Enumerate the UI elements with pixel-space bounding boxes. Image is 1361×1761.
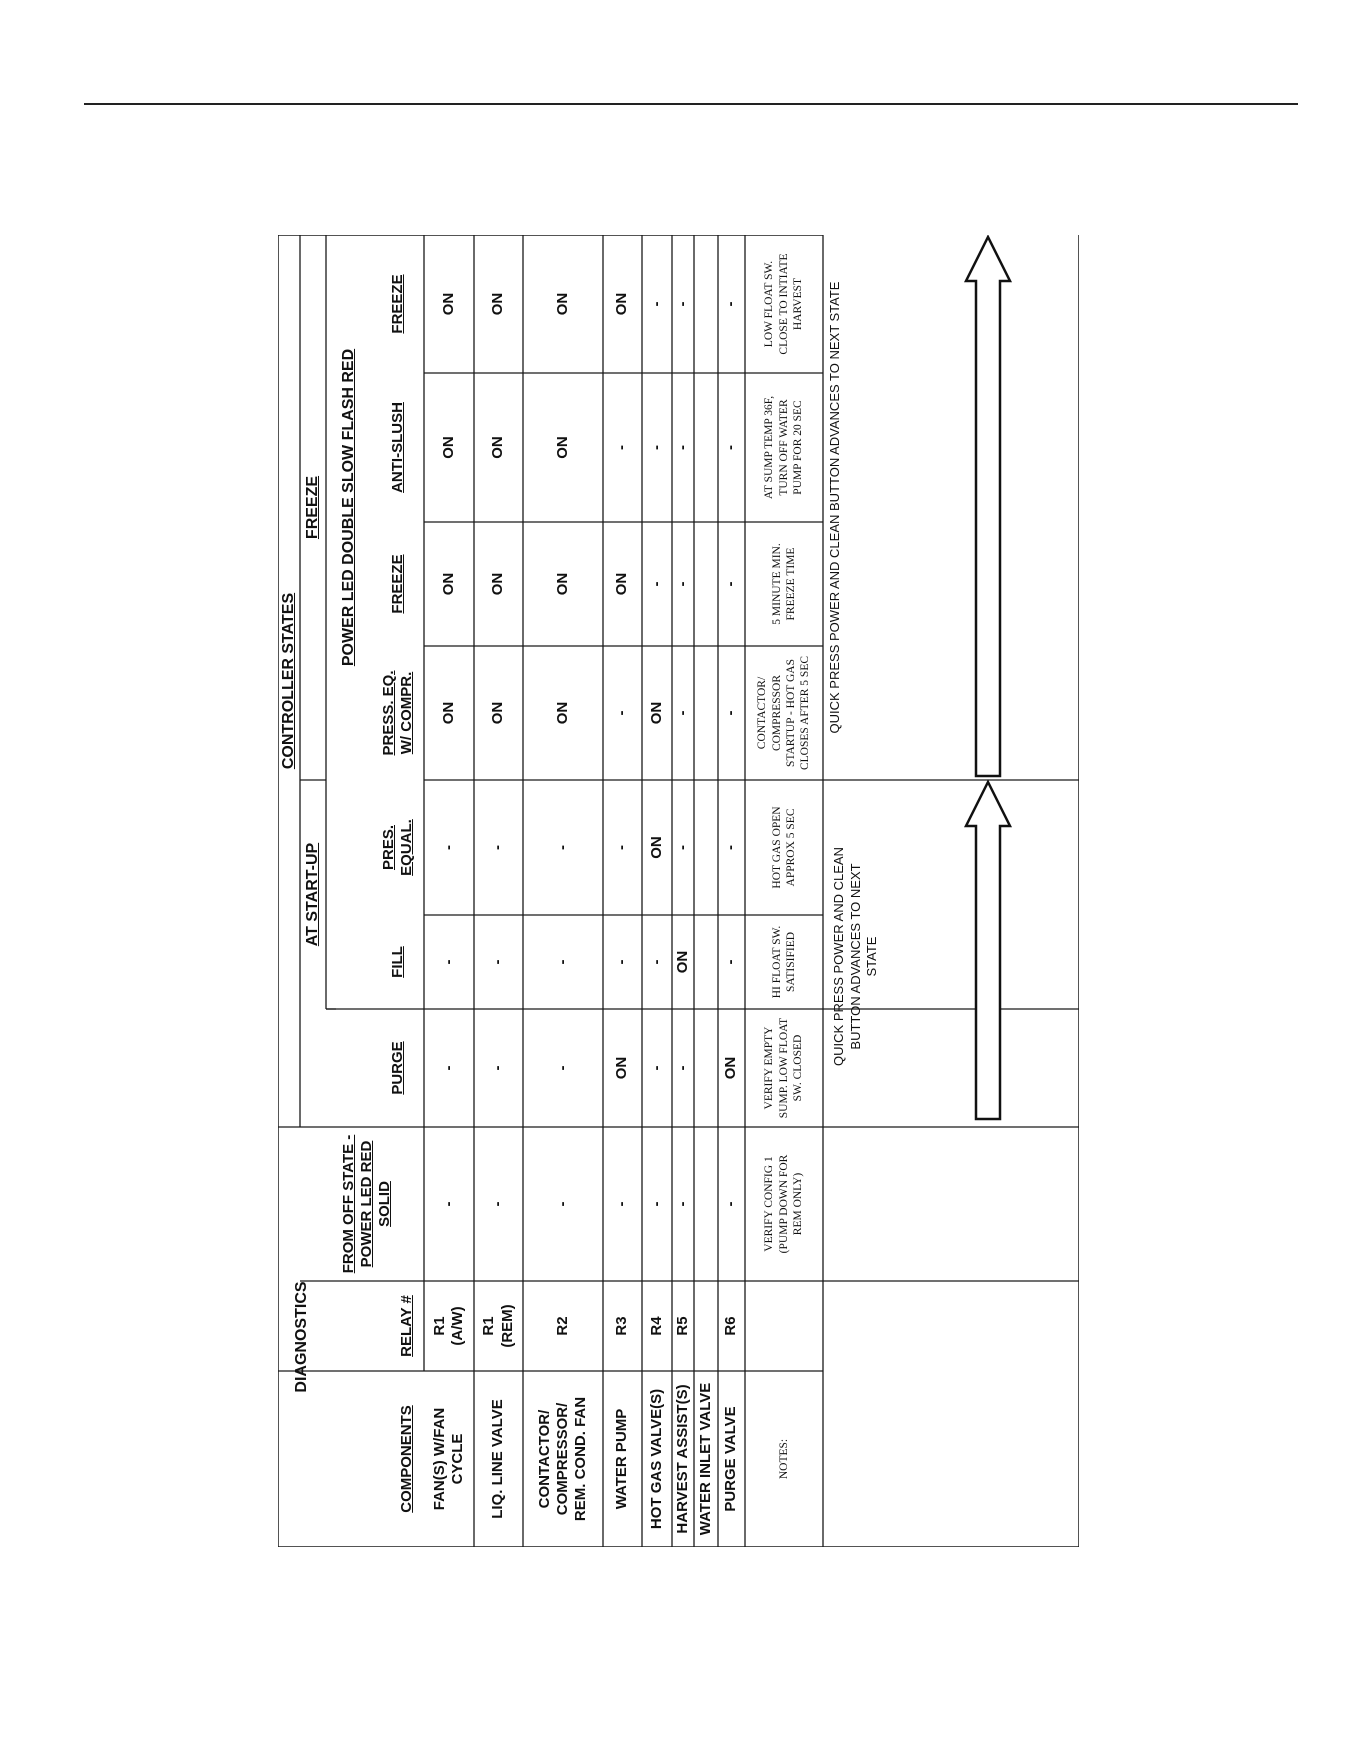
state-value: -: [722, 959, 740, 965]
state-value: ON: [722, 1056, 740, 1080]
note-text-6: 5 MINUTE MIN. FREEZE TIME: [770, 543, 797, 625]
arrow-freeze: [966, 237, 1010, 776]
component-label: CONTACTOR/ COMPRESSOR/ REM. COND. FAN: [535, 1396, 590, 1522]
note-text-4: HOT GAS OPEN APPROX 5 SEC: [770, 806, 797, 889]
diagnostics-table: [278, 235, 1079, 1547]
relay-label: R1 (A/W): [430, 1306, 466, 1346]
state-value: -: [722, 1201, 740, 1207]
diagnostics-title: DIAGNOSTICS: [293, 1281, 311, 1393]
state-value: -: [489, 959, 507, 965]
state-value: ON: [553, 701, 571, 725]
component-label: HOT GAS VALVE(S): [647, 1388, 665, 1530]
state-value: -: [722, 301, 740, 307]
note-text-8: LOW FLOAT SW. CLOSE TO INTIATE HARVEST: [763, 253, 805, 355]
state-value: ON: [489, 436, 507, 459]
state-value: -: [613, 959, 631, 965]
notes-label: NOTES:: [777, 1438, 790, 1480]
relay-label: R3: [613, 1316, 631, 1336]
relay-header: RELAY #: [397, 1295, 415, 1357]
state-header-8: FREEZE: [388, 274, 406, 334]
state-value: -: [647, 581, 665, 587]
state-value: ON: [553, 292, 571, 316]
state-header-5: PRESS. EQ. W/ COMPR.: [379, 670, 415, 756]
state-value: -: [673, 845, 691, 850]
state-value: -: [489, 845, 507, 850]
state-value: ON: [553, 436, 571, 459]
state-value: ON: [489, 572, 507, 596]
state-value: -: [553, 959, 571, 965]
state-value: -: [553, 1201, 571, 1207]
note-text-5: CONTACTOR/ COMPRESSOR STARTUP - HOT GAS CLOSES AFTER 5 SEC: [756, 655, 812, 771]
state-value: -: [673, 1065, 691, 1071]
state-value: ON: [673, 950, 691, 974]
controller-states-title: CONTROLLER STATES: [280, 592, 298, 770]
state-value: -: [489, 1065, 507, 1071]
state-value: ON: [439, 701, 457, 725]
note-text-7: AT SUMP TEMP 36F, TURN OFF WATER PUMP FOR 20 SEC: [763, 395, 805, 500]
state-value: -: [439, 1201, 457, 1207]
state-value: ON: [647, 836, 665, 859]
state-value: -: [647, 959, 665, 965]
state-header-2: PURGE: [388, 1041, 406, 1095]
state-value: ON: [489, 701, 507, 725]
state-value: ON: [613, 572, 631, 596]
state-value: ON: [613, 292, 631, 316]
group-startup: AT START-UP: [304, 842, 322, 947]
relay-label: R1 (REM): [480, 1304, 516, 1348]
state-value: -: [647, 1201, 665, 1207]
state-header-3: FILL: [388, 946, 406, 978]
relay-label: R6: [722, 1316, 740, 1336]
instruction-freeze: QUICK PRESS POWER AND CLEAN BUTTON ADVANCES TO NEXT STATE: [826, 281, 842, 734]
state-value: ON: [553, 572, 571, 596]
component-label: WATER PUMP: [613, 1408, 631, 1510]
state-value: -: [673, 301, 691, 307]
component-label: FAN(S) W/FAN CYCLE: [430, 1407, 466, 1511]
state-value: -: [647, 301, 665, 307]
state-value: -: [722, 710, 740, 716]
arrow-startup: [966, 782, 1010, 1119]
state-value: -: [647, 445, 665, 450]
state-value: -: [647, 1065, 665, 1071]
state-value: -: [673, 710, 691, 716]
state-value: ON: [439, 436, 457, 459]
note-text-2: VERIFY EMPTY SUMP. LOW FLOAT SW. CLOSED: [763, 1017, 805, 1119]
state-header-6: FREEZE: [388, 554, 406, 614]
relay-label: R2: [553, 1316, 571, 1336]
state-value: -: [613, 710, 631, 716]
state-value: -: [673, 1201, 691, 1207]
led-label: POWER LED DOUBLE SLOW FLASH RED: [340, 348, 358, 667]
state-value: ON: [647, 701, 665, 725]
state-value: -: [613, 445, 631, 450]
component-label: PURGE VALVE: [722, 1406, 740, 1512]
state-value: -: [722, 845, 740, 850]
state-value: -: [553, 845, 571, 850]
state-value: -: [613, 1201, 631, 1207]
advance-arrows: [966, 237, 1010, 1119]
state-header-7: ANTI-SLUSH: [388, 402, 406, 493]
state-value: -: [613, 845, 631, 850]
state-value: -: [439, 845, 457, 850]
group-freeze: FREEZE: [304, 475, 322, 540]
components-header: COMPONENTS: [397, 1405, 415, 1513]
state-value: -: [439, 959, 457, 965]
instruction-startup: QUICK PRESS POWER AND CLEAN BUTTON ADVANCES TO NEXT STATE: [830, 847, 880, 1066]
state-value: ON: [439, 572, 457, 596]
note-text-3: HI FLOAT SW. SATISIFIED: [770, 925, 797, 999]
state-header-4: PRES. EQUAL.: [379, 819, 415, 876]
state-value: -: [722, 581, 740, 587]
state-value: ON: [613, 1056, 631, 1080]
state-value: -: [553, 1065, 571, 1071]
state-value: -: [439, 1065, 457, 1071]
component-label: WATER INLET VALVE: [696, 1382, 714, 1536]
state-header-1: FROM OFF STATE - POWER LED RED SOLID: [339, 1134, 394, 1274]
relay-label: R5: [673, 1316, 691, 1336]
state-value: -: [489, 1201, 507, 1207]
state-value: -: [673, 445, 691, 450]
top-rule: [84, 103, 1298, 105]
state-value: -: [722, 445, 740, 450]
relay-label: R4: [647, 1316, 665, 1336]
component-label: LIQ. LINE VALVE: [489, 1399, 507, 1519]
note-text-1: VERIFY CONFIG 1 (PUMP DOWN FOR REM ONLY): [763, 1154, 805, 1254]
state-value: ON: [489, 292, 507, 316]
component-label: HARVEST ASSIST(S): [673, 1384, 691, 1534]
state-value: -: [673, 581, 691, 587]
state-value: ON: [439, 292, 457, 316]
